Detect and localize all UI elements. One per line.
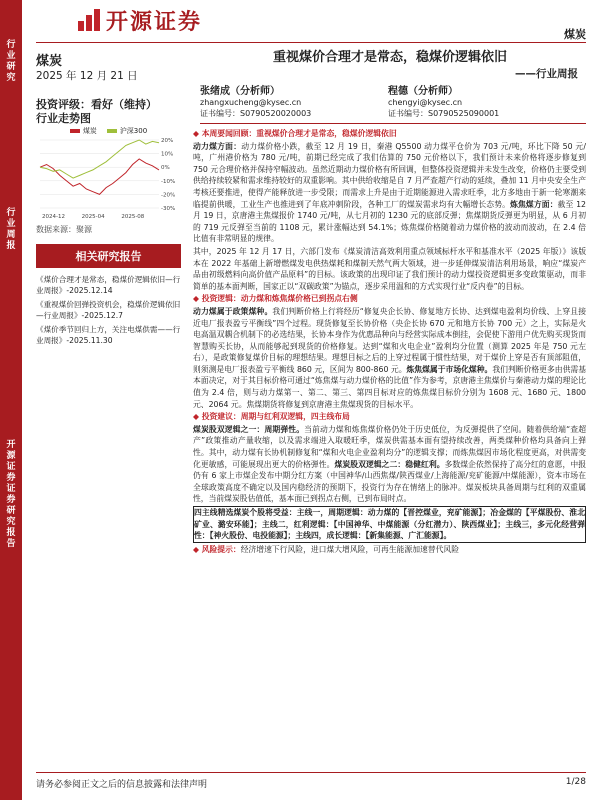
series-line-0 — [40, 159, 159, 194]
author-card — [388, 86, 558, 119]
sidebar-label-research: 行 业 研 究 — [6, 40, 16, 83]
y-tick-label: -20% — [161, 192, 176, 199]
trend-chart — [36, 126, 181, 220]
report-date: 2025 年 12 月 21 日 — [36, 70, 138, 82]
related-report-link[interactable]: 《重视煤价回弹投资机会，稳煤价逻辑依旧—行业周报》-2025.12.7 — [36, 300, 181, 320]
author-cert: 证书编号：S0790525090001 — [388, 109, 500, 118]
page-number: 1/28 — [565, 777, 586, 787]
author-name: 张绪成（分析师） — [200, 86, 280, 97]
x-tick-label: 2025-08 — [121, 214, 145, 220]
legend-item: 煤炭 — [70, 126, 97, 136]
chart-source: 数据来源：聚源 — [36, 225, 92, 234]
sidebar-label-weekly: 行 业 周 报 — [6, 208, 16, 251]
related-report-link[interactable]: 《煤价合理才是常态，稳煤价逻辑依旧—行业周报》-2025.12.14 — [36, 275, 181, 295]
paragraph: 其中，2025 年 12 月 17 日，六部门发布《煤炭清洁高效利用重点领域标杆水平和基准水平（2025 年版）》该版本在 2022 年基础上新增燃煤发电供热煤耗和煤制天然气两大领域，进一步延伸煤炭清洁利用场景，响应“煤炭产品由初级燃料向高价值产品原料”的目标。该政策的出现印证了我们预计的动力煤投资逻辑更多变政策驱动，而非简单的基本面判断，国家正以“双碳政策”为锚点，逐步采用温和的方式实现行业“反内卷”的目标。 — [193, 246, 586, 291]
x-tick-label: 2024-12 — [42, 214, 65, 220]
y-tick-label: 20% — [161, 138, 174, 144]
y-tick-label: -10% — [161, 178, 176, 185]
series-line-1 — [40, 140, 159, 178]
author-card — [200, 86, 370, 119]
author-name: 程德（分析师） — [388, 86, 458, 97]
trend-chart-title: 行业走势图 — [36, 112, 91, 125]
header-divider — [36, 42, 586, 43]
footer-disclaimer: 请务必参阅正文之后的信息披露和法律声明 — [36, 780, 208, 790]
y-tick-label: -30% — [161, 206, 176, 212]
author-email[interactable]: chengyi@kysec.cn — [388, 98, 463, 107]
chart-plot — [36, 138, 181, 220]
related-reports-title: 相关研究报告 — [36, 244, 181, 268]
industry-label: 煤炭 — [36, 54, 63, 69]
chart-legend — [36, 126, 181, 136]
investment-rating: 投资评级：看好（维持） — [36, 98, 157, 111]
author-cert: 证书编号：S0790520020003 — [200, 109, 312, 118]
header-category: 煤炭 — [564, 28, 586, 41]
stock-picks-box: 四主线精选煤炭个股将受益：主线一，周期逻辑：动力煤的【晋控煤业，兖矿能源】；冶金煤的【平煤股份、淮北矿业、潞安环能】；主线二，红利逻辑：【中国神华、中煤能源（分红潜力）、陕西煤业】；主线三，多元化经营弹性：【神火股份、电投能源】；主线四，成长逻辑：【新集能源、广汇能源】。 — [193, 506, 586, 543]
logo-text: 开源证券 — [106, 9, 203, 35]
authors-divider — [200, 123, 586, 124]
section-heading: ◆ 投资建议：周期与红利双逻辑，四主线布局 — [193, 412, 350, 422]
report-title: 重视煤价合理才是常态，稳煤价逻辑依旧 — [272, 50, 507, 65]
logo-mark-icon — [78, 9, 100, 31]
section-heading: ◆ 本周要闻回顾：重视煤价合理才是常态，稳煤价逻辑依旧 — [193, 129, 397, 138]
related-reports — [36, 244, 181, 349]
section-heading: ◆ 投资逻辑：动力煤和炼焦煤价格已到拐点右侧 — [193, 294, 358, 304]
paragraph: 动力煤属于政策煤种。我们判断价格上行将经历“修复央企长协、修复地方长协、达到煤电盈利均价线、上穿且接近电厂报表盈亏平衡线”四个过程。现货修复至长协价格（央企长协 670 元和地方长协 700 元）之上，实际是火电高温双耦合机制下的必选结果，长协本身作为优惠品种向与经营实际成本倒挂，会促使下游用户优先购买现货而智慧购买长协，从而能够起到现货的价格修复。达到“煤和火电企业”盈利均分位置（测算 2025 年是 750 元左右），是政策修复煤价目标的理想结果。理想目标之后的上穿过程属于惯性结果，对于煤价上穿是否有顶部阻值，则须测是电厂报表盈亏平衡线 860 元，区间为 800-860 元。炼焦煤属于市场化煤种。我们判断价格更多由供需基本面决定，对于其目标价格可通过“炼焦煤与动力煤价格的比值”作为参考，京唐港主焦煤价与秦港动力煤的理论比值为 2.4 倍，则与动力煤第一、第二、第三、第四目标对应的炼焦煤目标价分别为 1608 元、1680 元、1800 元、2064 元。焦煤期货将修复到京唐港主焦煤现货的目标水平。 — [193, 306, 587, 409]
y-tick-label: 0% — [161, 165, 170, 172]
footer-divider — [36, 772, 586, 773]
sidebar-label-report: 开 源 证 券 证 券 研 究 报 告 — [6, 440, 16, 549]
sidebar — [0, 0, 22, 800]
x-tick-label: 2025-04 — [81, 214, 105, 220]
risk-warning: ◆ 风险提示：经济增速下行风险，进口煤大增风险，可再生能源加速替代风险 — [193, 544, 460, 554]
paragraph: 动力煤方面：动力煤价格小跌，截至 12 月 19 日，秦港 Q5500 动力煤平仓价为 703 元/吨，环比下降 50 元/吨，广州港价格为 780 元/吨，前期已经完成了我们估算的 750 元价格以下，我们预计未来价格将逐步修复到 750 元合理价格并保持窄幅波动。虽然近期动力煤价格有所回调，但整体投资逻辑并未发生改变，价格仍主要受到供给持续较紧和需求维持较好的双重影响。其中供给收缩是自 7 月严查超产行动的延续，叠加 11 月中央安全生产考核还要推进，使得产能释放进一步受限；而需求上升是由于近期能源进入需求旺季，北方多地由于新一轮寒潮来临提前供暖，工业生产也推进到了年底冲刺阶段，各种工厂的煤炭需求均有大幅增长态势。炼焦煤方面：截至 12 月 19 日，京唐港主焦煤报价 1740 元/吨，从七月初的 1230 元的底部反弹；焦煤期货反弹更为明显，从 6 月初的 719 元反弹至当前的 1108 元，累计涨幅达到 54.1%；炼焦煤价格随着动力煤价格的波动而波动，在 2.4 倍比值有非常明显的规律。 — [193, 141, 587, 244]
authors — [200, 86, 580, 119]
report-body — [193, 128, 586, 556]
legend-item: 沪深300 — [107, 126, 147, 136]
paragraph: 煤炭股双逻辑之一：周期弹性。当前动力煤和炼焦煤价格仍处于历史低位，为反弹提供了空间。随着供给端“查超产”政策推动产量收缩，以及需求端进入取暖旺季，煤炭供需基本面有望持续改善，两类煤种价格均具备向上弹性。其中，动力煤有长协机制修复和“煤和火电企业盈利均分”的逻辑支撑；而炼焦煤因市场化程度更高，对供需变化更敏感，可能展现出更大的价格弹性。煤炭股双逻辑之二：稳健红利。多数煤企依然保持了高分红的意愿，中报仍有 6 家上市煤企发布中期分红方案（中国神华/山西焦煤/陕西煤业/上海能源/兖矿能源/中煤能源），资本市场在全球政策高度不确定以及国内稳经济的预期下，投资行为存在情绪上的脉冲。煤炭板块具备周期与红利的双重属性，当前煤炭股估值低，基本面已到拐点右侧，已到布局时点。 — [193, 424, 587, 504]
related-report-link[interactable]: 《煤价季节回归上方，关注电煤供需——行业周报》-2025.11.30 — [36, 325, 181, 345]
report-subtitle: ——行业周报 — [515, 68, 578, 80]
company-logo — [78, 4, 202, 36]
y-tick-label: 10% — [161, 151, 174, 158]
author-email[interactable]: zhangxucheng@kysec.cn — [200, 98, 302, 107]
